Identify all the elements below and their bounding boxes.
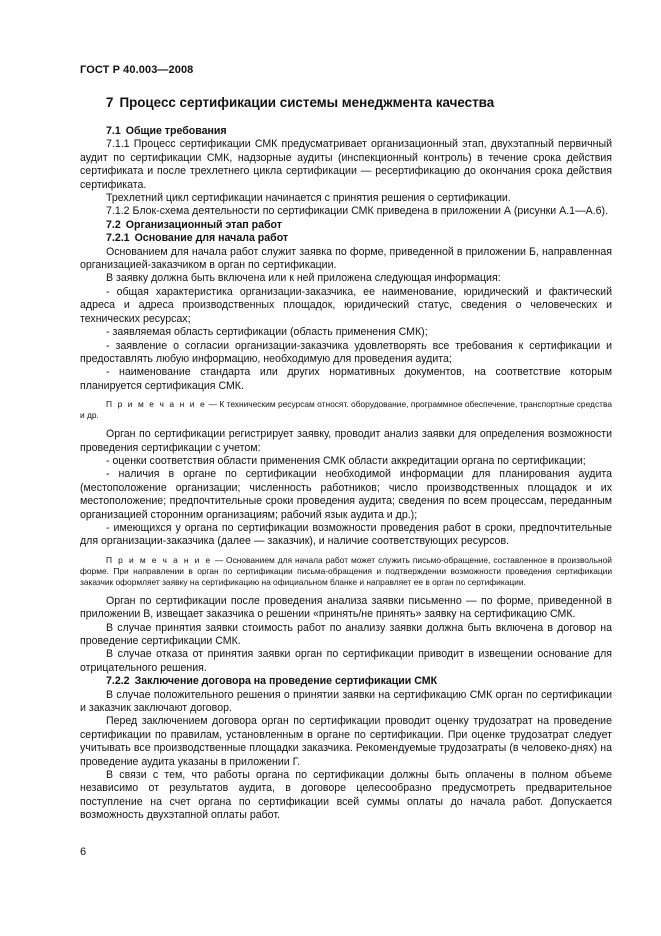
- list-item: - наименование стандарта или других нормативных документов, на соответствие которым планируется сертификация СМК.: [80, 366, 612, 392]
- note-text: — К техническим ресурсам относят. оборудование, программное обеспечение, транспортные средства и др.: [80, 399, 612, 421]
- list-item: - заявление о согласии организации-заказчика удовлетворять все требования к сертификации и предоставлять любую информацию, необходимую для проведения аудита;: [80, 339, 612, 365]
- subsubsection-heading: [80, 675, 612, 688]
- section-number: 7: [106, 95, 114, 110]
- note-text: — Основанием для начала работ может служить письмо-обращение, составленное в произвольной форме. При направлении в орган по сертификации письма-обращения и подтверждении возможности проведения сертификации заказчик оформляет заявку на сертификацию на официальном бланке и направляет ее в орган по сертификации.: [80, 554, 612, 587]
- subsubsection-heading: [80, 232, 612, 245]
- note-label: П р и м е ч а н и е: [106, 554, 212, 565]
- document-body: [80, 95, 612, 823]
- subsection-title: Общие требования: [125, 125, 227, 137]
- paragraph: В заявку должна быть включена или к ней приложена следующая информация:: [106, 272, 501, 285]
- list-item: - общая характеристика организации-заказчика, ее наименование, юридический и фактический адреса и адреса производственных площадок, юридический статус, сведения о человеческих и технических ресурсах;: [80, 285, 612, 325]
- subsection-title: Организационный этап работ: [125, 218, 282, 231]
- list-item: - имеющихся у органа по сертификации возможности проведения работ в сроки, предпочтительные для организации-заказчика (далее — заказчик), и наличие соответствующих ресурсов.: [80, 521, 612, 548]
- paragraph: Основанием для начала работ служит заявка по форме, приведенной в приложении Б, направленная организацией-заказчиком в орган по сертификации.: [80, 245, 612, 272]
- document-header: ГОСТ Р 40.003—2008: [80, 64, 194, 76]
- subsection-heading: [80, 219, 612, 232]
- section-title: Процесс сертификации системы менеджмента качества: [119, 95, 495, 110]
- subsection-heading: [80, 125, 612, 138]
- paragraph: 7.1.1 Процесс сертификации СМК предусматривает организационный этап, двухэтапный первичный аудит по сертификации СМК, надзорные аудиты (инспекционный контроль) в течение срока действия сертификата и после трехлетнего цикла сертификации — ресертификацию до окончания срока действия сертификата.: [80, 138, 612, 191]
- paragraph: Перед заключением договора орган по сертификации проводит оценку трудозатрат на проведение сертификации по правилам, установленным в органе по сертификации. При оценке трудозатрат следует учитывать все производственные площадки заказчика. Рекомендуемые трудозатраты (в человеко-днях) на проведение аудита указаны в приложении Г.: [80, 715, 612, 768]
- subsubsection-title: Заключение договора на проведение сертификации СМК: [134, 675, 438, 688]
- list-item: - оценки соответствия области применения СМК области аккредитации органа по сертификации;: [106, 454, 586, 467]
- paragraph: Орган по сертификации после проведения анализа заявки письменно — по форме, приведенной в приложении В, извещает заказчика о решении «принять/не принять» заявку на сертификацию СМК.: [80, 594, 612, 621]
- paragraph: В случае принятия заявки стоимость работ по анализу заявки должна быть включена в договор на проведение сертификации СМК.: [80, 621, 612, 647]
- section-heading: [106, 95, 612, 111]
- paragraph: Трехлетний цикл сертификации начинается с принятия решения о сертификации.: [106, 192, 511, 205]
- paragraph: В случае отказа от принятия заявки орган по сертификации приводит в извещении основание для отрицательного решения.: [80, 648, 612, 674]
- note-label: П р и м е ч а н и е: [106, 399, 207, 410]
- paragraph: В случае положительного решения о принятии заявки на сертификацию СМК орган по сертификации и заказчик заключают договор.: [80, 688, 612, 715]
- subsection-number: 7.1: [106, 125, 121, 137]
- page-number: 6: [80, 846, 87, 858]
- note: [80, 555, 612, 588]
- list-item: - заявляемая область сертификации (область применения СМК);: [106, 326, 428, 339]
- note: [80, 399, 612, 421]
- paragraph: В связи с тем, что работы органа по сертификации должны быть оплачены в полном объеме независимо от результатов аудита, в договоре целесообразно предусмотреть предварительное поступление на счет органа по сертификации всей суммы оплаты до начала работ. Допускается возможность двухэтапной оплаты работ.: [80, 769, 612, 822]
- subsubsection-title: Основание для начала работ: [134, 232, 289, 245]
- subsection-number: 7.2: [106, 218, 121, 231]
- paragraph: 7.1.2 Блок-схема деятельности по сертификации СМК приведена в приложении А (рисунки А.1—А.6).: [106, 205, 609, 218]
- paragraph: Орган по сертификации регистрирует заявку, проводит анализ заявки для определения возможности проведения сертификации с учетом:: [80, 428, 612, 454]
- subsubsection-number: 7.2.2: [106, 675, 130, 688]
- list-item: - наличия в органе по сертификации необходимой информации для планирования аудита (местоположение организации; численность работников; число производственных площадок и их местоположение; предпочтительные сроки проведения аудита; сведения по всем процессам, переданным организацией сторонним организациям; рабочий язык аудита и др.);: [80, 468, 612, 521]
- subsubsection-number: 7.2.1: [106, 232, 130, 245]
